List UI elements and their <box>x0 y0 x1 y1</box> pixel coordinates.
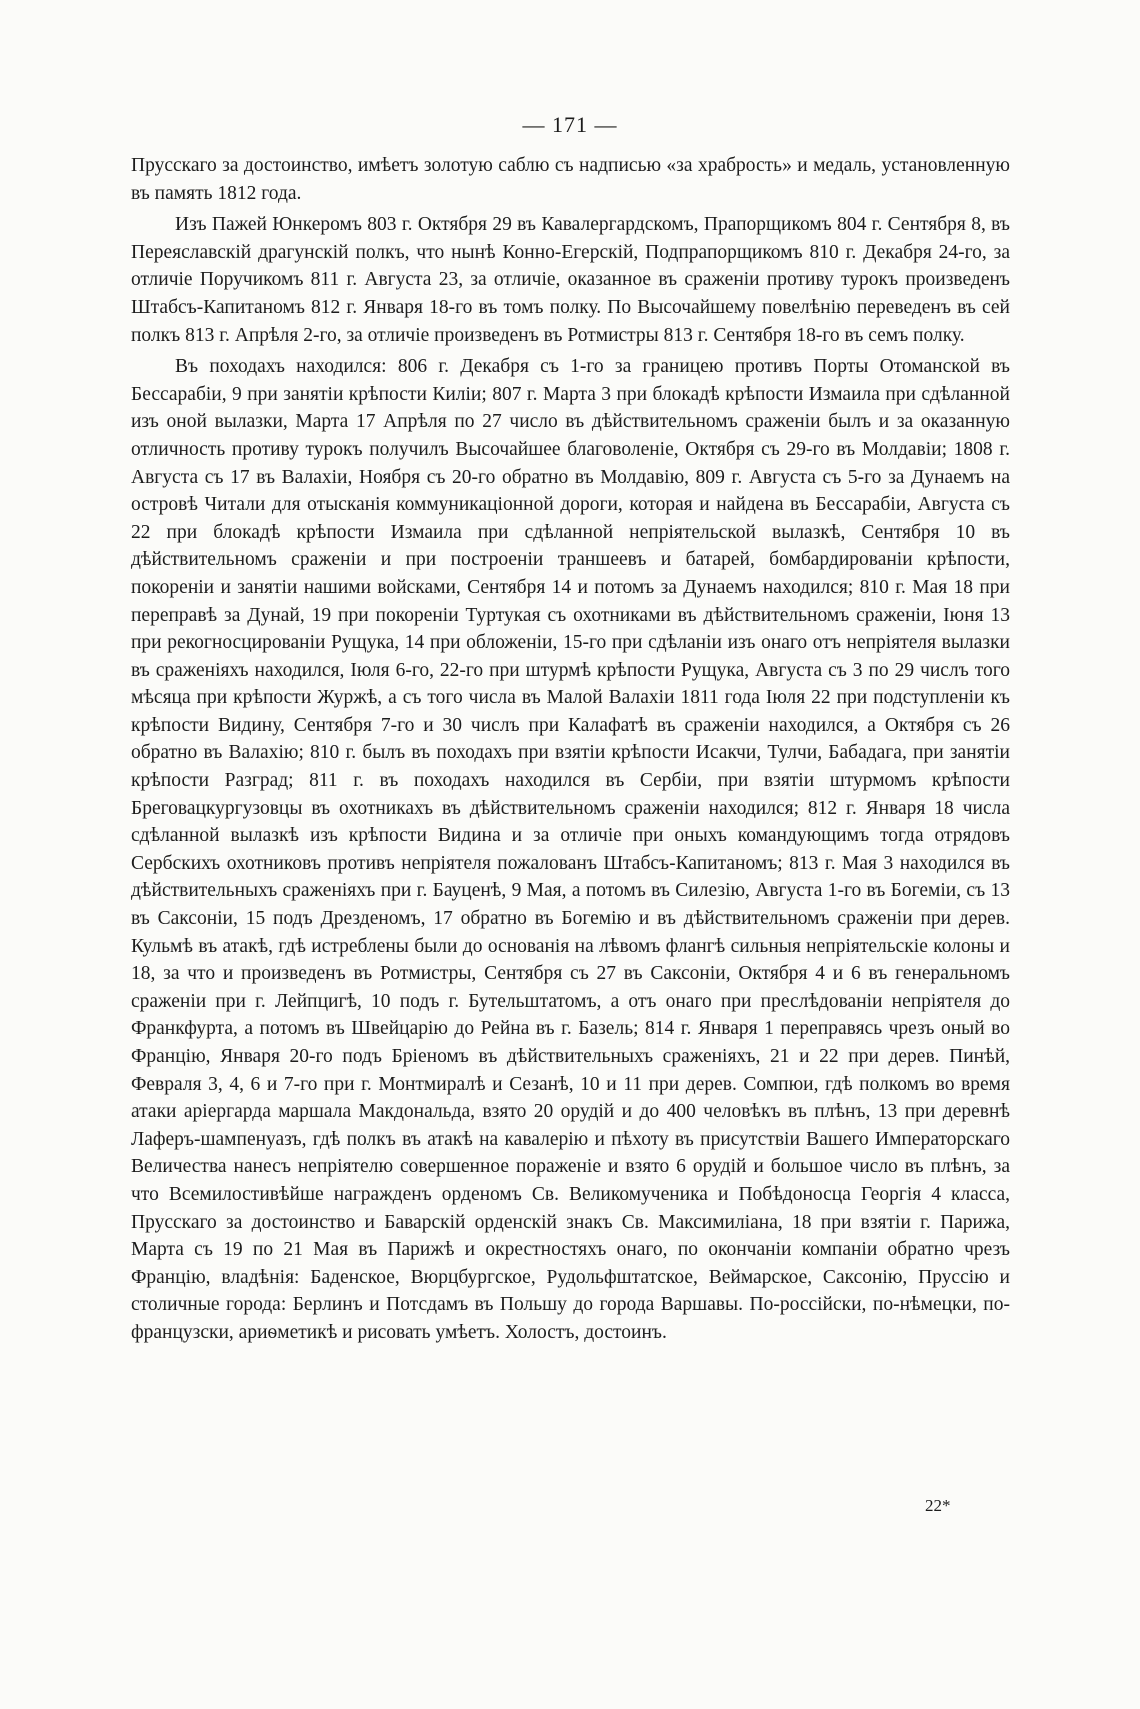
page-number-header: — 171 — <box>522 112 618 137</box>
body-text <box>131 152 1010 1347</box>
paragraph-campaigns: Въ походахъ находился: 806 г. Декабря съ 1-го за границею противъ Порты Отоманской въ Бессарабіи, 9 при занятіи крѣпости Киліи; 807 г. Марта 3 при блокадѣ крѣпости Измаила при сдѣланной изъ оной вылазки, Марта 17 Апрѣля по 27 число въ дѣйствительномъ сраженіи былъ и за оказанную отличность противу турокъ получилъ Высочайшее благоволеніе, Октября съ 29-го въ Молдавіи; 1808 г. Августа съ 17 въ Валахіи, Ноября съ 20-го обратно въ Молдавію, 809 г. Августа съ 5-го за Дунаемъ на островѣ Читали для отысканія коммуникаціонной дороги, которая и найдена въ Бессарабіи, Августа съ 22 при блокадѣ крѣпости Измаила при сдѣланной непріятельской вылазкѣ, Сентября 10 въ дѣйствительномъ сраженіи и при построеніи траншеевъ и батарей, бомбардированіи крѣпости, покореніи и занятіи нашими войсками, Сентября 14 и потомъ за Дунаемъ находился; 810 г. Мая 18 при переправѣ за Дунай, 19 при покореніи Туртукая съ охотниками въ дѣйствительномъ сраженіи, Іюня 13 при рекогносцированіи Рущука, 14 при обложеніи, 15-го при сдѣланіи изъ онаго отъ непріятеля вылазки въ сраженіяхъ находился, Іюля 6-го, 22-го при штурмѣ крѣпости Рущука, Августа съ 3 по 29 числъ того мѣсяца при крѣпости Журжѣ, а съ того числа въ Малой Валахіи 1811 года Іюля 22 при подступленіи къ крѣпости Видину, Сентября 7-го и 30 числъ при Калафатѣ въ сраженіи находился, а Октября съ 26 обратно въ Валахію; 810 г. былъ въ походахъ при взятіи крѣпости Исакчи, Тулчи, Бабадага, при занятіи крѣпости Разград; 811 г. въ походахъ находился въ Сербіи, при взятіи штурмомъ крѣпости Бреговацкургузовцы въ охотникахъ въ дѣйствительномъ сраженіи находился; 812 г. Января 18 числа сдѣланной вылазкѣ изъ крѣпости Видина и за отличіе при оныхъ командующимъ тогда отрядовъ Сербскихъ охотниковъ противъ непріятеля пожалованъ Штабсъ-Капитаномъ; 813 г. Мая 3 находился въ дѣйствительныхъ сраженіяхъ при г. Бауценѣ, 9 Мая, а потомъ въ Силезію, Августа 1-го въ Богеміи, съ 13 въ Саксоніи, 15 подъ Дрезденомъ, 17 обратно въ Богемію и въ дѣйствительномъ сраженіи при дерев. Кульмѣ въ атакѣ, гдѣ истреблены были до основанія на лѣвомъ флангѣ сильныя непріятельскіе колоны и 18, за что и произведенъ въ Ротмистры, Сентября съ 27 въ Саксоніи, Октября 4 и 6 въ генеральномъ сраженіи при г. Лейпцигѣ, 10 подъ г. Бутельштатомъ, а отъ онаго при преслѣдованіи непріятеля до Франкфурта, а потомъ въ Швейцарію до Рейна въ г. Базель; 814 г. Января 1 переправясь чрезъ оный во Францію, Января 20-го подъ Бріеномъ въ дѣйствительныхъ сраженіяхъ, 21 и 22 при дерев. Пинѣй, Февраля 3, 4, 6 и 7-го при г. Монтмиралѣ и Сезанѣ, 10 и 11 при дерев. Сомпюи, гдѣ полкомъ во время атаки аріергарда маршала Макдональда, взято 20 орудій и до 400 человѣкъ въ плѣнъ, 13 при деревнѣ Лаферъ-шампенуазъ, гдѣ полкъ въ атакѣ на кавалерію и пѣхоту въ присутствіи Вашего Императорскаго Величества нанесъ непріятелю совершенное пораженіе и взято 6 орудій и большое число въ плѣнъ, за что Всемилостивѣйше награжденъ орденомъ Св. Великомученика и Побѣдоносца Георгія 4 класса, Прусскаго за достоинство и Баварскій орденскій знакъ Св. Максимиліана, 18 при взятіи г. Парижа, Марта съ 19 по 21 Мая въ Парижѣ и окрестностяхъ онаго, по окончаніи компаніи обратно чрезъ Францію, владѣнія: Баденское, Вюрцбургское, Рудольфштатское, Веймарское, Саксонію, Пруссію и столичные города: Берлинъ и Потсдамъ въ Польшу до города Варшавы. По-россійски, по-нѣмецки, по-французски, ариѳметикѣ и рисовать умѣетъ. Холостъ, достоинъ. <box>131 356 1010 1343</box>
paragraph-service-record: Изъ Пажей Юнкеромъ 803 г. Октября 29 въ Кавалергардскомъ, Прапорщикомъ 804 г. Сентября 8, въ Переяславскій драгунскій полкъ, что нынѣ Конно-Егерскій, Подпрапорщикомъ 810 г. Декабря 24-го, за отличіе Поручикомъ 811 г. Августа 23, за отличіе, оказанное въ сраженіи противу турокъ произведенъ Штабсъ-Капитаномъ 812 г. Января 18-го въ томъ полку. По Высочайшему повелѣнію переведенъ въ сей полкъ 813 г. Апрѣля 2-го, за отличіе произведенъ въ Ротмистры 813 г. Сентября 18-го въ семъ полку. <box>131 214 1010 346</box>
sheet-signature: 22* <box>925 1496 951 1515</box>
paragraph-continuation: Прусскаго за достоинство, имѣетъ золотую саблю съ надписью «за храбрость» и медаль, установленную въ память 1812 года. <box>131 155 1010 204</box>
